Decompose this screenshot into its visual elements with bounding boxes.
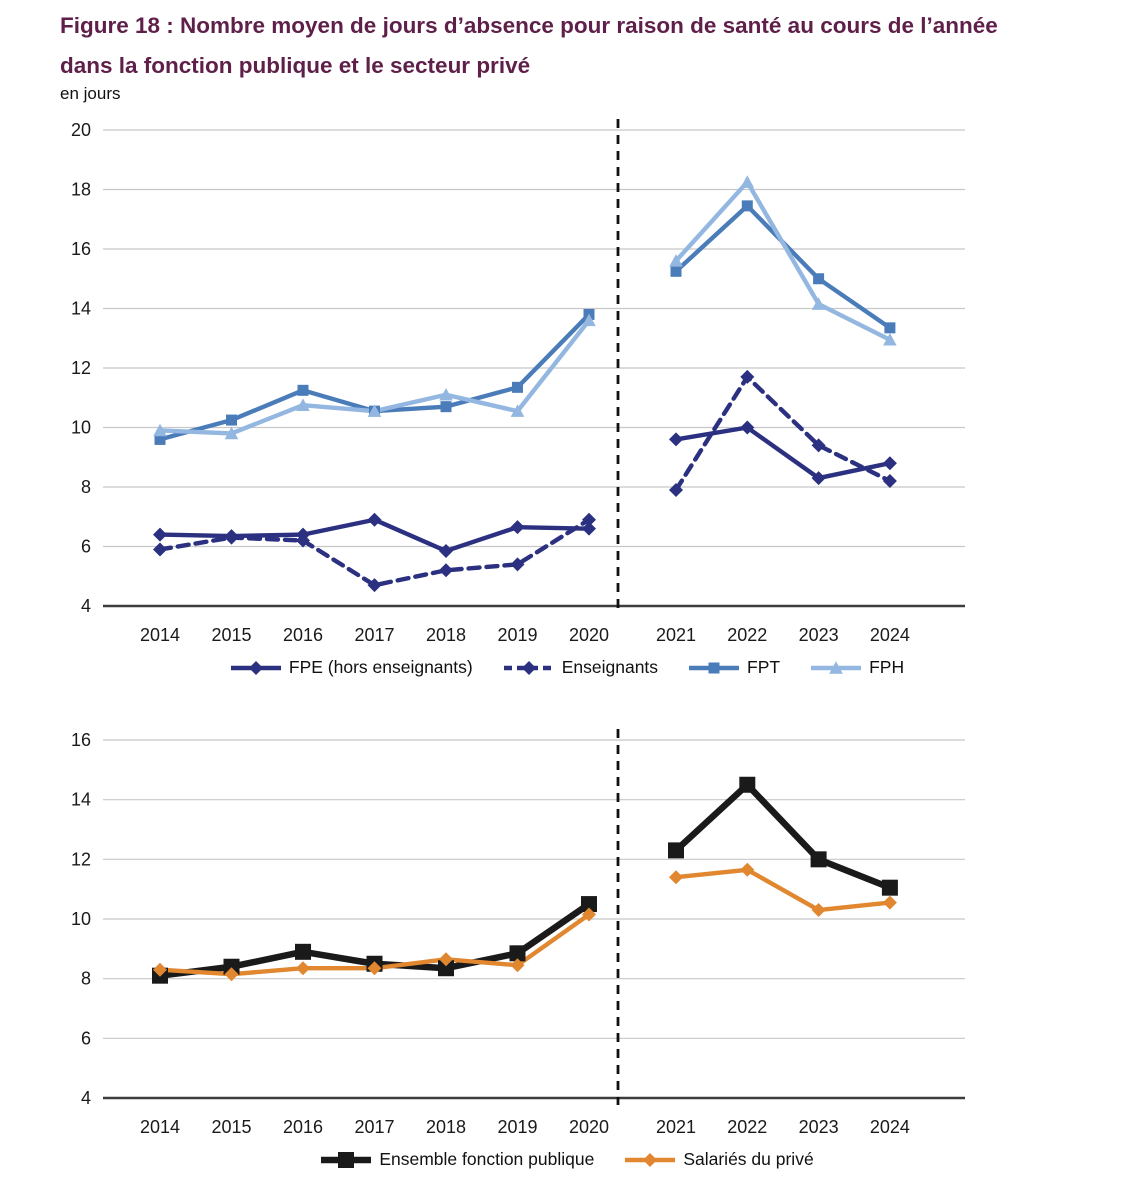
salari-s-du-priv-swatch-marker [643, 1153, 657, 1167]
figure-title-line2: dans la fonction publique et le secteur privé [60, 53, 531, 78]
fpe-hors-enseignants-swatch-marker [249, 661, 263, 675]
y-tick-label: 18 [70, 179, 91, 200]
x-tick-label: 2019 [497, 625, 538, 645]
y-tick-label: 8 [80, 477, 91, 497]
fpt-marker [298, 385, 309, 396]
fpe-hors-enseignants-marker [669, 432, 683, 446]
x-tick-label: 2019 [497, 1117, 538, 1137]
legend-label-fpt: FPT [747, 657, 781, 677]
fpt-line-swatch [688, 660, 740, 676]
legend-top [30, 657, 1104, 678]
y-tick-label: 4 [80, 1088, 91, 1108]
legend-item-fph [810, 657, 904, 678]
y-tick-label: 10 [70, 417, 91, 438]
x-tick-label: 2016 [282, 1117, 324, 1137]
y-tick-label: 10 [70, 909, 91, 929]
fpt-line [160, 314, 589, 439]
x-tick-label: 2020 [568, 625, 610, 645]
fpe-hors-enseignants-marker [368, 513, 382, 527]
enseignants-marker [439, 563, 453, 577]
x-tick-label: 2021 [655, 1117, 697, 1137]
fpe-hors-enseignants-marker [511, 520, 525, 534]
x-tick-label: 2021 [655, 625, 697, 645]
y-tick-label: 12 [70, 849, 91, 870]
x-tick-label: 2017 [354, 1117, 395, 1137]
x-tick-label: 2018 [425, 1117, 467, 1137]
ensemble-fonction-publique-marker [295, 944, 311, 960]
y-tick-label: 8 [80, 968, 91, 989]
y-tick-label: 6 [80, 536, 91, 557]
fpe-line-swatch [230, 660, 282, 676]
y-tick-label: 14 [70, 298, 91, 319]
x-tick-label: 2022 [727, 625, 768, 645]
fpt-marker [813, 273, 824, 284]
x-tick-label: 2018 [425, 625, 467, 645]
legend-label-prive: Salariés du privé [683, 1149, 814, 1169]
x-tick-label: 2020 [568, 1117, 610, 1137]
legend-item-fpt [688, 657, 780, 678]
fpt-marker [671, 266, 682, 277]
fpe-hors-enseignants-marker [883, 456, 897, 470]
fpt-marker [884, 322, 895, 333]
prive-line-swatch [624, 1152, 676, 1168]
x-tick-label: 2024 [869, 1117, 910, 1137]
legend-label-fpe: FPE (hors enseignants) [288, 657, 473, 677]
enseignants-line [160, 520, 589, 585]
fpt-marker [226, 415, 237, 426]
legend-item-fpe [230, 657, 473, 678]
fph-line [676, 182, 890, 340]
legend-label-fph: FPH [869, 657, 905, 677]
fph-marker [741, 175, 755, 188]
x-tick-label: 2015 [211, 1117, 252, 1137]
enseignants-line-swatch [503, 660, 555, 676]
fpt-marker [441, 401, 452, 412]
legend-item-ensemble-fp [320, 1149, 594, 1170]
fpt-marker [512, 382, 523, 393]
y-tick-label: 12 [70, 358, 91, 378]
enseignants-marker [225, 531, 239, 545]
x-tick-label: 2015 [211, 625, 252, 645]
enseignants-swatch-marker [522, 661, 536, 675]
salari-s-du-priv-marker [669, 870, 683, 884]
ensemble-fonction-publique-marker [882, 880, 898, 896]
enseignants-marker [153, 542, 167, 556]
legend-label-ensemble-fp: Ensemble fonction publique [379, 1149, 595, 1169]
fpt-swatch-marker [709, 662, 720, 673]
legend-bottom [30, 1149, 1104, 1170]
ensemble-fonction-publique-marker [811, 851, 827, 867]
ensemble-fonction-publique-swatch-marker [338, 1152, 354, 1168]
x-tick-label: 2014 [139, 625, 181, 645]
y-tick-label: 14 [70, 789, 91, 810]
legend-item-prive [624, 1149, 813, 1170]
x-tick-label: 2023 [798, 1117, 839, 1137]
x-tick-label: 2016 [282, 625, 324, 645]
y-tick-label: 4 [80, 596, 91, 616]
unit-label: en jours [60, 84, 121, 103]
y-tick-label: 16 [70, 239, 91, 259]
enseignants-marker [883, 474, 897, 488]
legend-label-enseignants: Enseignants [561, 657, 659, 677]
figure-title-line1: Figure 18 : Nombre moyen de jours d’absence pour raison de santé au cours de l’année [60, 13, 998, 38]
y-tick-label: 20 [70, 120, 91, 140]
ensemble-fp-line-swatch [320, 1152, 372, 1168]
y-tick-label: 16 [70, 730, 91, 750]
fpe-hors-enseignants-marker [153, 528, 167, 542]
y-tick-label: 6 [80, 1028, 91, 1049]
x-tick-label: 2024 [869, 625, 910, 645]
ensemble-fonction-publique-marker [668, 842, 684, 858]
fph-line-swatch [810, 660, 862, 676]
legend-item-enseignants [503, 657, 658, 678]
x-tick-label: 2022 [727, 1117, 768, 1137]
salari-s-du-priv-marker [883, 896, 897, 910]
salari-s-du-priv-marker [296, 961, 310, 975]
x-tick-label: 2014 [139, 1117, 181, 1137]
fpt-marker [742, 200, 753, 211]
x-tick-label: 2017 [354, 625, 395, 645]
x-tick-label: 2023 [798, 625, 839, 645]
ensemble-fonction-publique-marker [739, 777, 755, 793]
